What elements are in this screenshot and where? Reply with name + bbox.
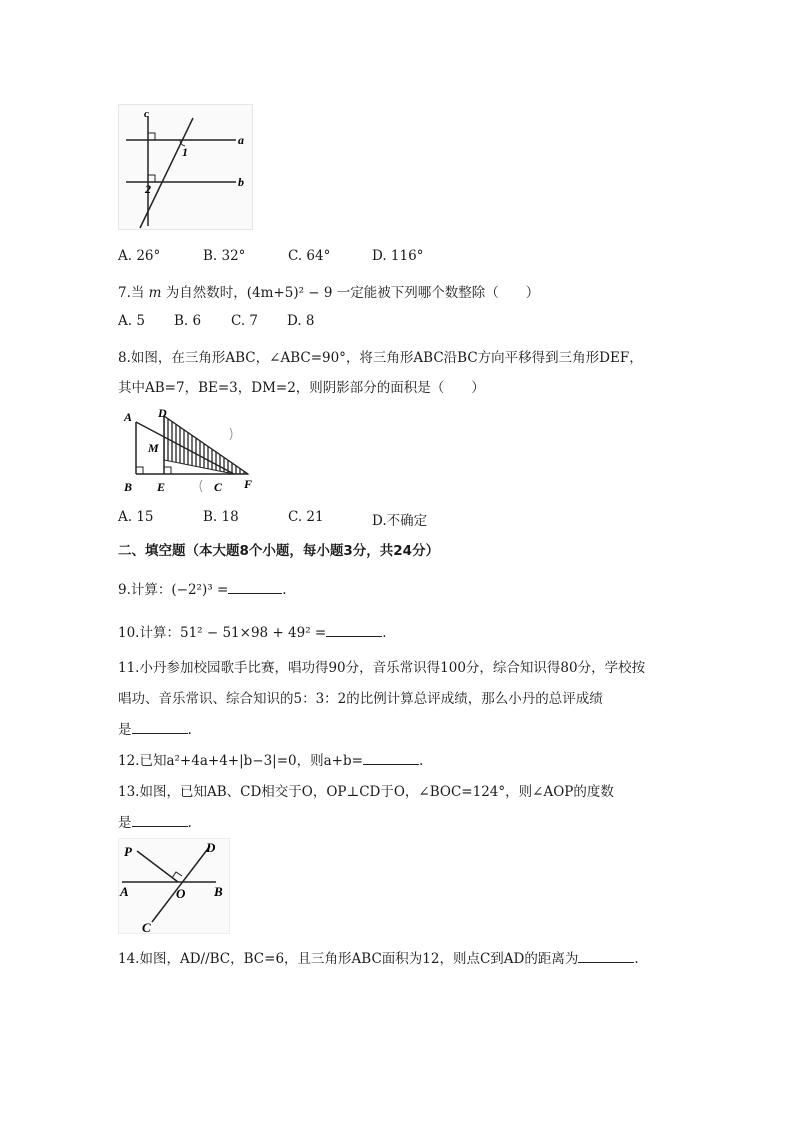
- question-11-line-3: 是 .: [118, 722, 192, 738]
- parallel-lines-figure: [118, 104, 253, 230]
- scan-mark: [200, 480, 202, 492]
- scan-mark-2: [230, 428, 232, 440]
- label-a: a: [238, 133, 244, 147]
- label-c: C: [142, 920, 151, 934]
- label-b: B: [124, 480, 133, 494]
- question-12: 12.已知a²+4a+4+|b−3|=0，则a+b= .: [118, 753, 424, 769]
- question-13-line-1: 13.如图，已知AB、CD相交于O，OP⊥CD于O，∠BOC=124°，则∠AOP的度数: [118, 784, 614, 800]
- answer-blank[interactable]: [326, 624, 382, 637]
- label-d: D: [158, 406, 167, 420]
- question-14: 14.如图，AD//BC，BC=6，且三角形ABC面积为12，则点C到AD的距离为 .: [118, 951, 639, 967]
- section-2-title: 二、填空题（本大题8个小题，每小题3分，共24分）: [118, 543, 440, 559]
- q6-option-c: C. 64°: [288, 248, 331, 264]
- question-9: 9.计算：(−2²)³ = .: [118, 582, 287, 598]
- question-11-line-2: 唱功、音乐常识、综合知识的5：3：2的比例计算总评成绩，那么小丹的总评成绩: [118, 691, 603, 707]
- q7-option-b: B. 6: [174, 313, 202, 329]
- question-13-line-2: 是 .: [118, 815, 192, 831]
- right-angle-b: [136, 467, 143, 474]
- q6-option-a: A. 26°: [118, 248, 161, 264]
- answer-blank[interactable]: [578, 950, 634, 963]
- q8-option-d: D.不确定: [372, 513, 428, 529]
- label-b: B: [214, 884, 223, 899]
- question-7: 7.当 m 为自然数时，(4m+5)² − 9 一定能被下列哪个数整除（ ）: [118, 285, 540, 301]
- intersecting-lines-figure: [118, 838, 230, 934]
- label-o: O: [176, 886, 186, 901]
- label-c: C: [214, 480, 223, 494]
- label-p: P: [124, 844, 132, 859]
- label-c: c: [144, 108, 149, 120]
- question-8-line-2: 其中AB=7，BE=3，DM=2，则阴影部分的面积是（ ）: [118, 380, 485, 396]
- q6-option-d: D. 116°: [372, 248, 424, 264]
- question-11-line-1: 11.小丹参加校园歌手比赛，唱功得90分，音乐常识得100分，综合知识得80分，学校按: [118, 660, 646, 676]
- answer-blank[interactable]: [363, 752, 419, 765]
- label-m: M: [148, 441, 159, 455]
- q8-option-a: A. 15: [118, 509, 154, 525]
- label-a: A: [120, 884, 129, 899]
- answer-blank[interactable]: [228, 581, 282, 594]
- question-10: 10.计算：51² − 51×98 + 49² = .: [118, 625, 387, 641]
- label-d: D: [206, 840, 216, 855]
- answer-blank[interactable]: [132, 814, 188, 827]
- label-a: A: [124, 410, 133, 424]
- label-angle-2: 2: [145, 182, 151, 196]
- q6-option-b: B. 32°: [203, 248, 246, 264]
- right-angle-e: [164, 467, 171, 474]
- figure-frame: [119, 105, 253, 230]
- q7-option-a: A. 5: [118, 313, 145, 329]
- answer-blank[interactable]: [132, 721, 188, 734]
- translated-triangles-figure: [118, 404, 260, 496]
- q7-option-d: D. 8: [287, 313, 315, 329]
- label-f: F: [244, 477, 253, 491]
- label-e: E: [157, 480, 166, 494]
- label-angle-1: 1: [182, 145, 188, 159]
- q8-option-c: C. 21: [288, 509, 324, 525]
- q7-option-c: C. 7: [231, 313, 259, 329]
- question-8-line-1: 8.如图，在三角形ABC，∠ABC=90°，将三角形ABC沿BC方向平移得到三角形DEF，: [118, 350, 643, 366]
- q8-option-b: B. 18: [203, 509, 239, 525]
- label-b: b: [238, 175, 244, 189]
